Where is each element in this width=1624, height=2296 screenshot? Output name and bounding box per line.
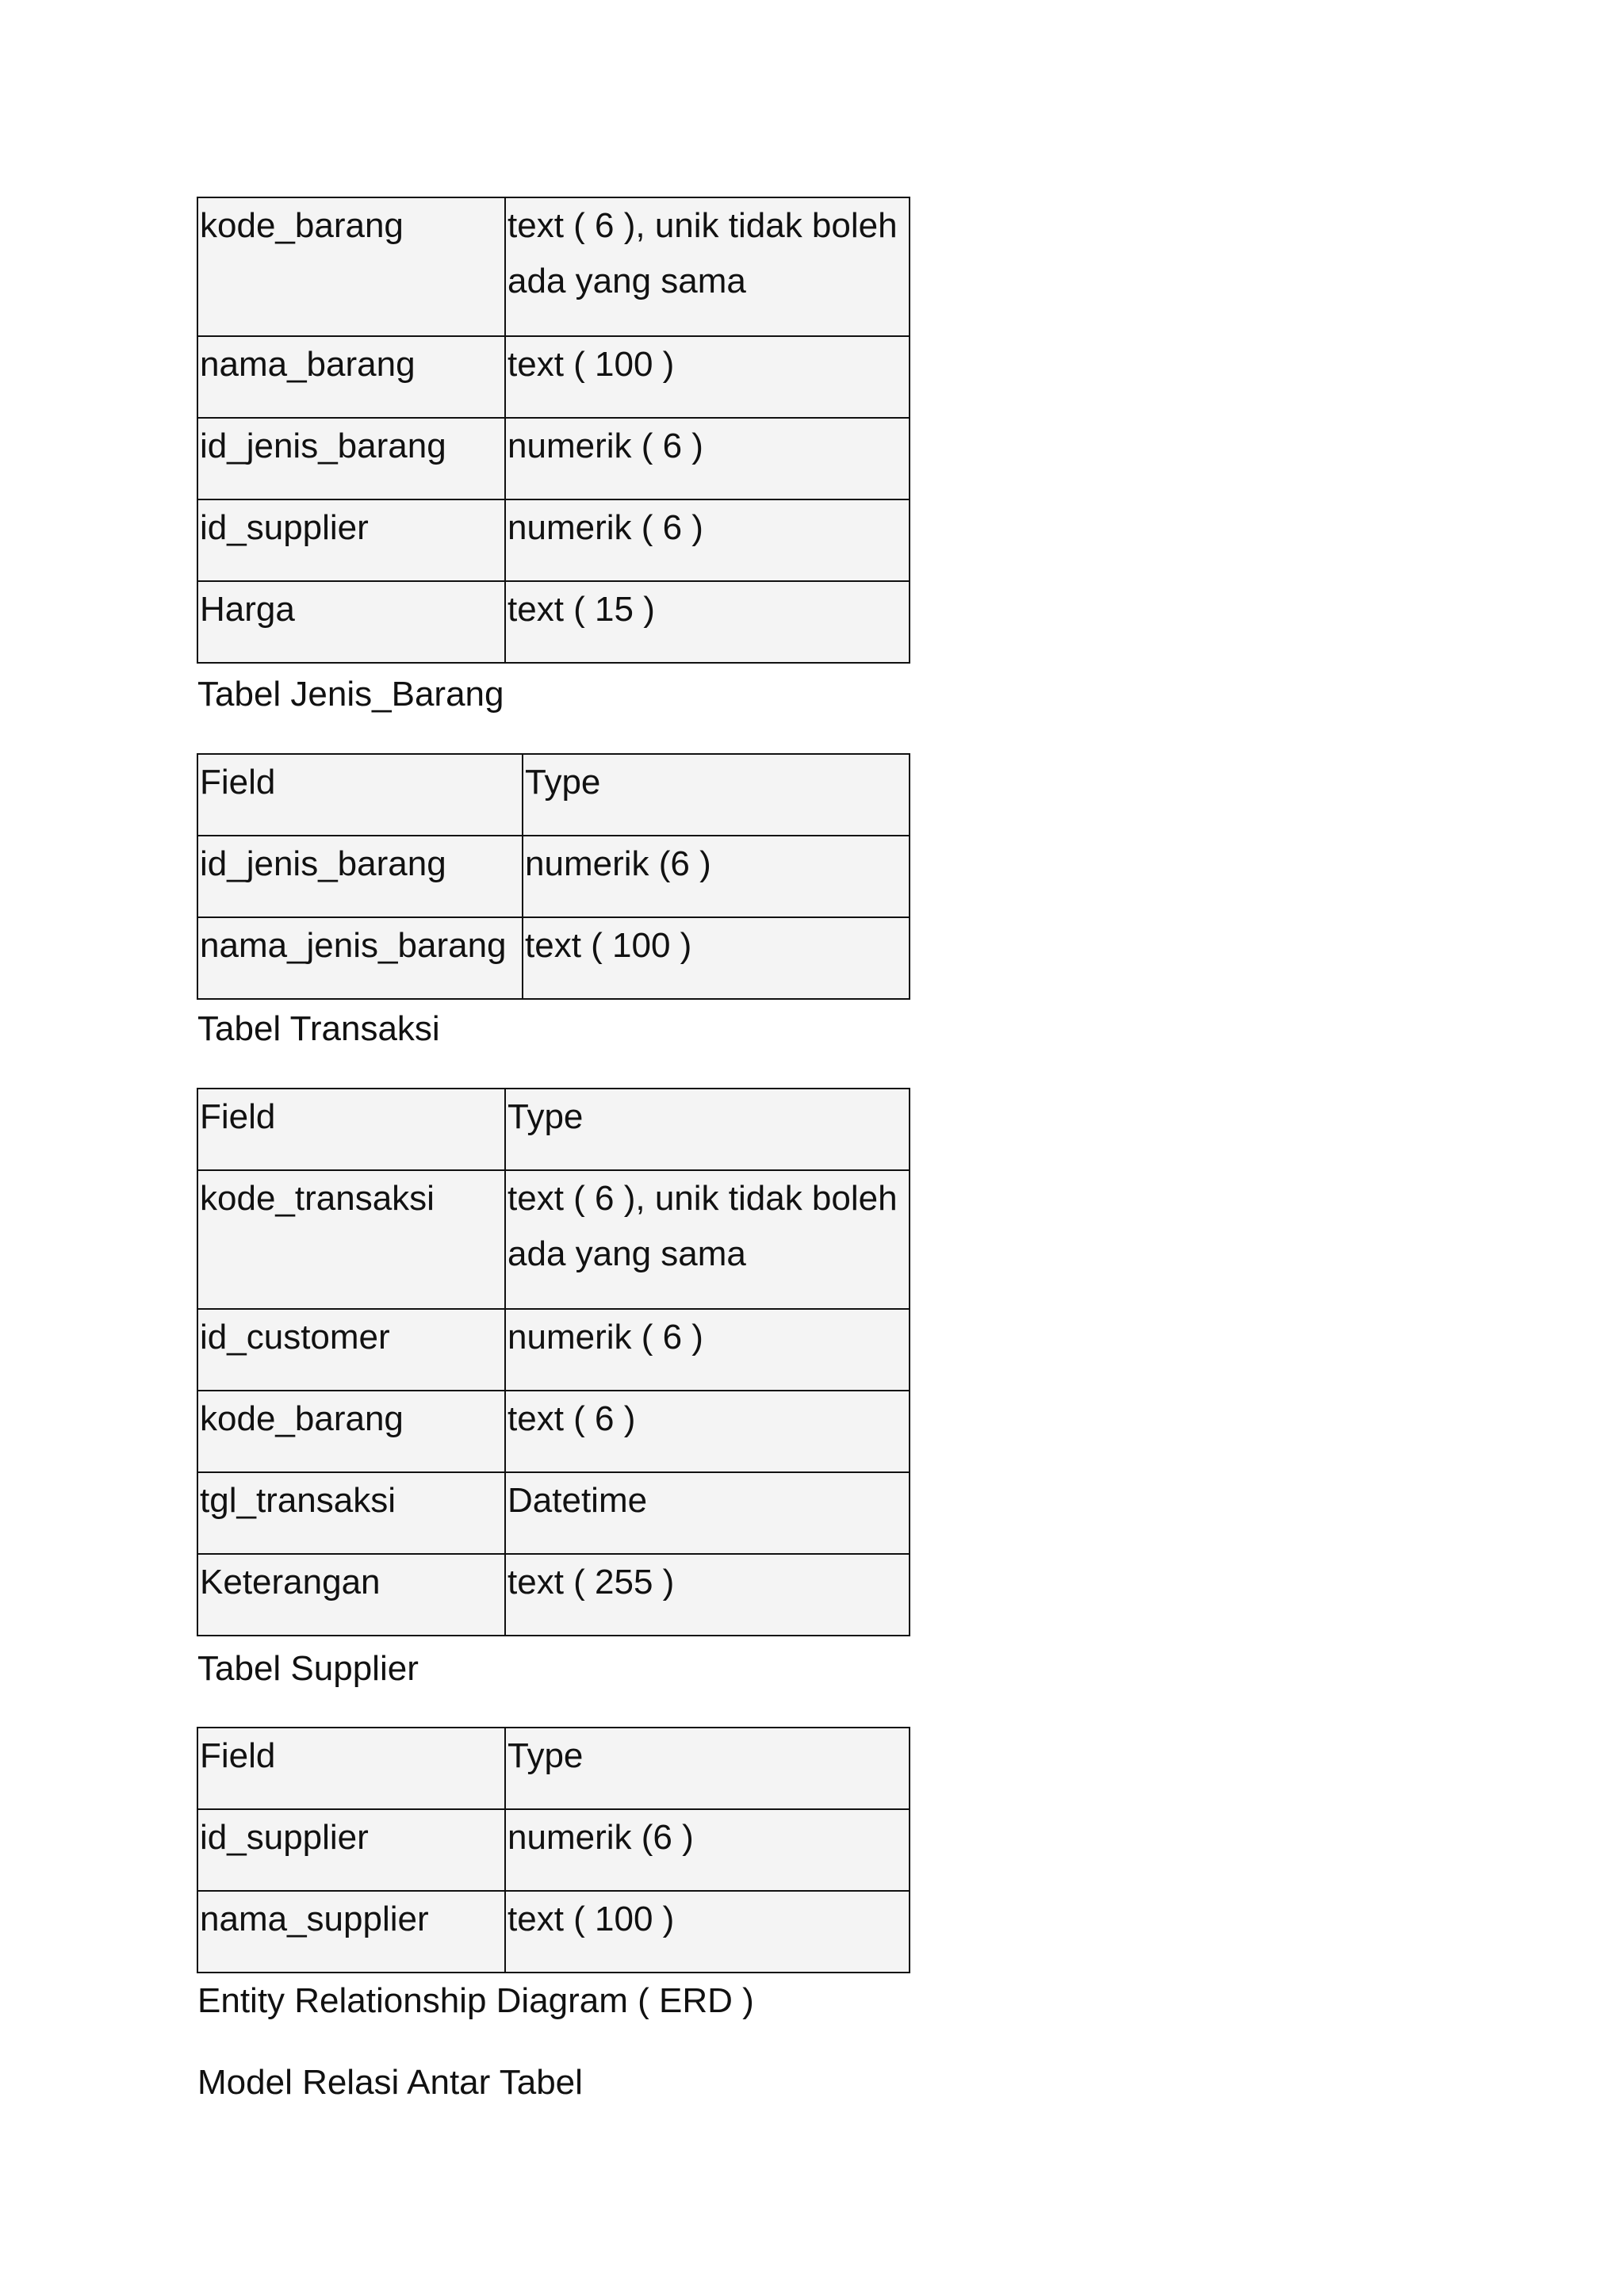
table-header-row — [197, 1728, 910, 1809]
header-field: Field — [197, 754, 523, 836]
table-header-row — [197, 754, 910, 836]
field-cell: nama_jenis_barang — [197, 917, 523, 999]
field-cell: id_jenis_barang — [197, 836, 523, 917]
table-header-row — [197, 1089, 910, 1170]
table-row — [197, 499, 910, 581]
type-cell: text ( 6 ), unik tidak boleh ada yang sama — [505, 197, 910, 336]
caption-tabel-transaksi: Tabel Transaksi — [197, 1009, 440, 1048]
table-row — [197, 581, 910, 663]
type-cell: text ( 15 ) — [505, 581, 910, 663]
field-cell: nama_supplier — [197, 1891, 505, 1973]
table-row — [197, 917, 910, 999]
field-cell: id_jenis_barang — [197, 418, 505, 499]
table-row — [197, 836, 910, 917]
table-row — [197, 1309, 910, 1391]
field-cell: nama_barang — [197, 336, 505, 418]
table-barang — [197, 197, 910, 664]
type-cell: numerik (6 ) — [505, 1809, 910, 1891]
field-cell: id_supplier — [197, 1809, 505, 1891]
table-row — [197, 1472, 910, 1554]
type-cell: text ( 255 ) — [505, 1554, 910, 1636]
field-cell: Keterangan — [197, 1554, 505, 1636]
field-cell: kode_transaksi — [197, 1170, 505, 1309]
field-cell: kode_barang — [197, 1391, 505, 1472]
caption-tabel-jenis-barang: Tabel Jenis_Barang — [197, 675, 504, 714]
field-cell: Harga — [197, 581, 505, 663]
field-cell: id_customer — [197, 1309, 505, 1391]
table-supplier — [197, 1727, 910, 1973]
header-field: Field — [197, 1089, 505, 1170]
field-cell: tgl_transaksi — [197, 1472, 505, 1554]
heading-erd: Entity Relationship Diagram ( ERD ) — [197, 1981, 754, 2020]
type-cell: text ( 6 ), unik tidak boleh ada yang sama — [505, 1170, 910, 1309]
type-cell: numerik ( 6 ) — [505, 1309, 910, 1391]
header-field: Field — [197, 1728, 505, 1809]
caption-tabel-supplier: Tabel Supplier — [197, 1649, 419, 1688]
table-row — [197, 1554, 910, 1636]
type-cell: Datetime — [505, 1472, 910, 1554]
type-cell: numerik (6 ) — [523, 836, 910, 917]
type-cell: text ( 100 ) — [523, 917, 910, 999]
table-row — [197, 336, 910, 418]
header-type: Type — [505, 1089, 910, 1170]
type-cell: numerik ( 6 ) — [505, 499, 910, 581]
table-row — [197, 1170, 910, 1309]
table-transaksi — [197, 1088, 910, 1636]
type-cell: text ( 100 ) — [505, 1891, 910, 1973]
table-row — [197, 1391, 910, 1472]
table-row — [197, 1891, 910, 1973]
header-type: Type — [505, 1728, 910, 1809]
table-row — [197, 1809, 910, 1891]
field-cell: id_supplier — [197, 499, 505, 581]
type-cell: numerik ( 6 ) — [505, 418, 910, 499]
header-type: Type — [523, 754, 910, 836]
table-row — [197, 197, 910, 336]
table-jenis-barang — [197, 753, 910, 1000]
type-cell: text ( 100 ) — [505, 336, 910, 418]
field-cell: kode_barang — [197, 197, 505, 336]
type-cell: text ( 6 ) — [505, 1391, 910, 1472]
heading-model-relasi: Model Relasi Antar Tabel — [197, 2063, 583, 2102]
table-row — [197, 418, 910, 499]
